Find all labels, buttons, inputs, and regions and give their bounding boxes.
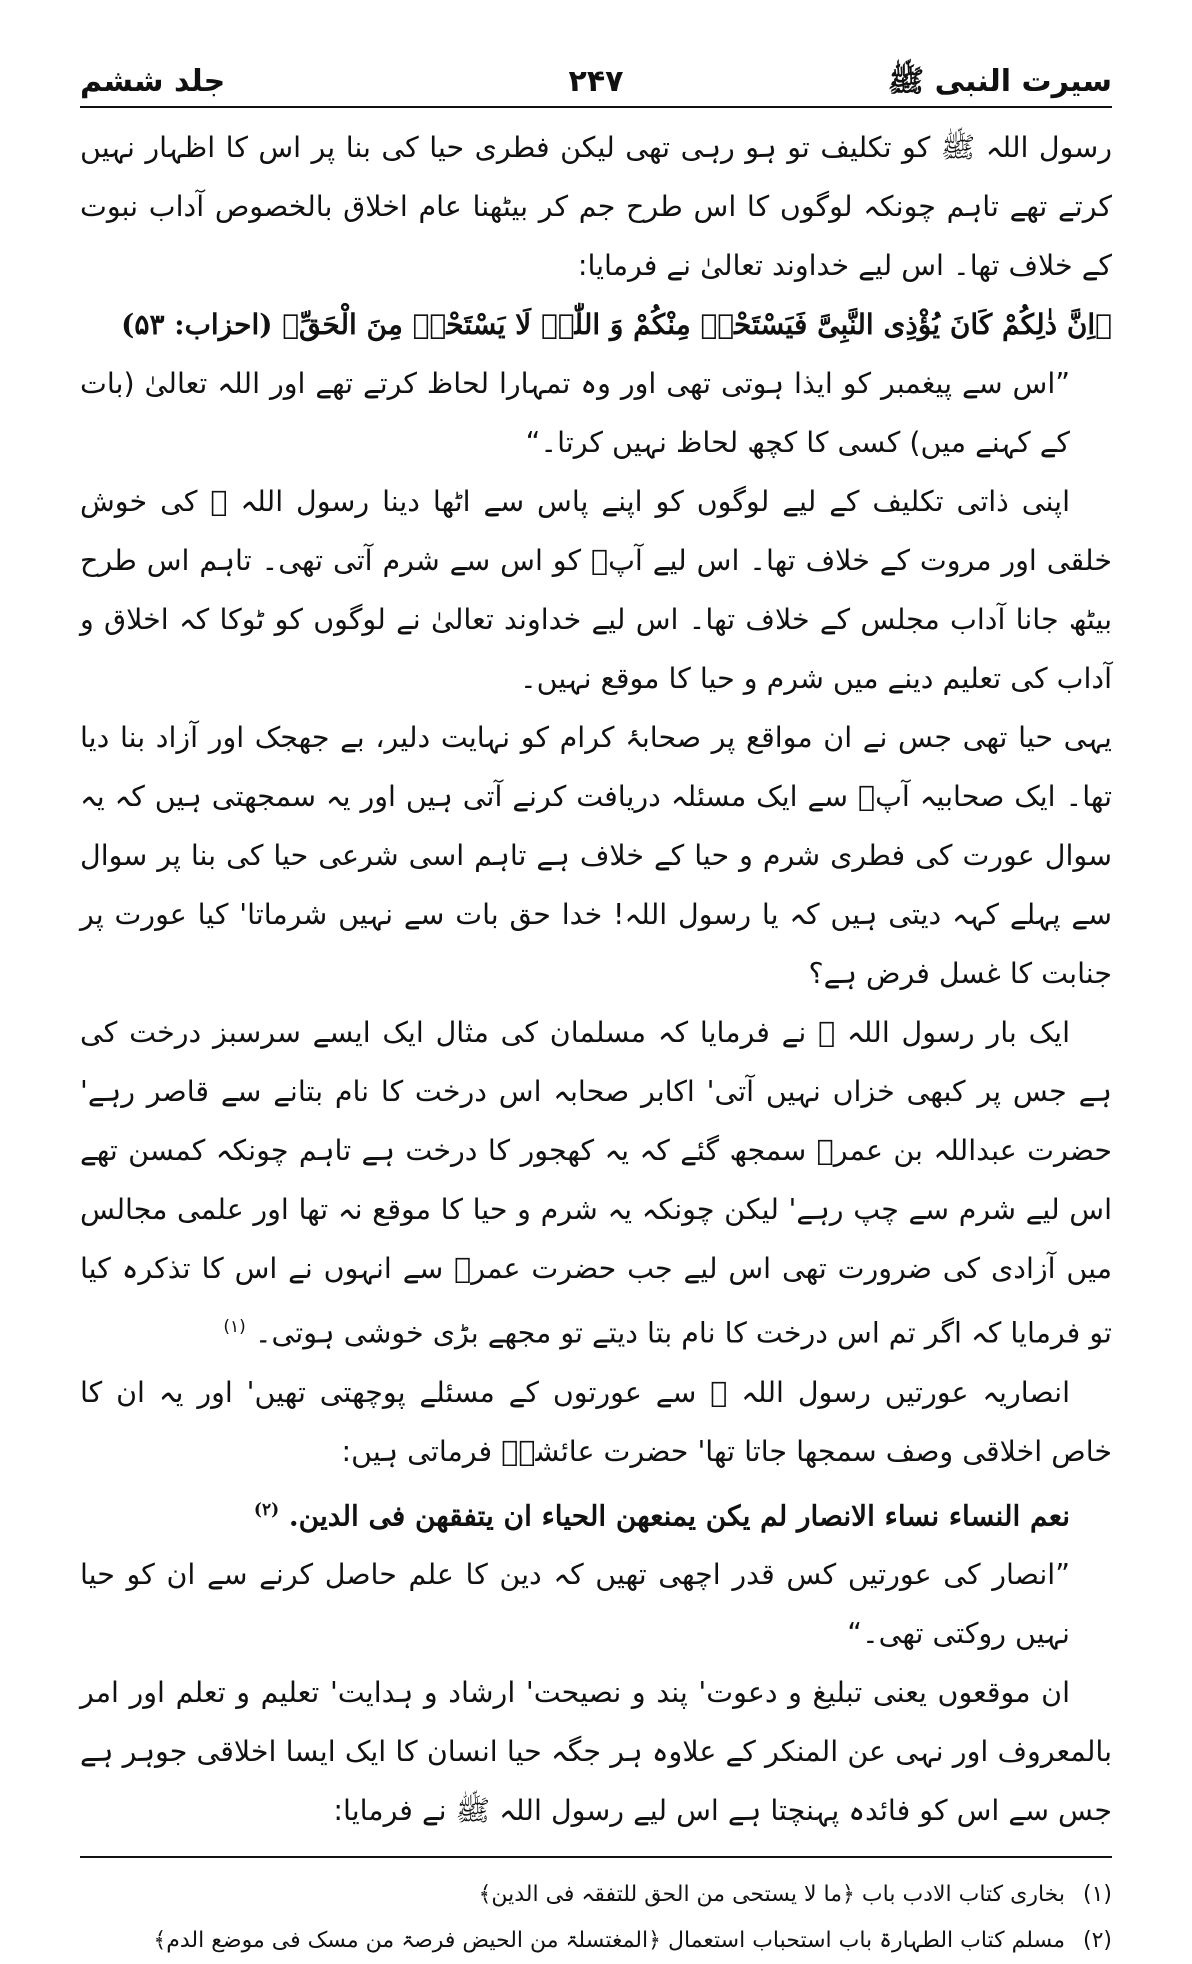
footnote [80, 1872, 1112, 1918]
paragraph: ان موقعوں یعنی تبلیغ و دعوت' پند و نصیحت' ارشاد و ہدایت' تعلیم و تعلم اور امر بالمعروف اور نہی عن المنکر کے علاوہ ہر جگہ حیا انسان کا ایک ایسا اخلاقی جوہر ہے جس سے اس کو فائدہ پہنچتا ہے اس لیے رسول اللہ ﷺ نے فرمایا: [80, 1675, 1112, 1827]
quran-verse: ﴿اِنَّ ذٰلِکُمْ کَانَ یُؤْذِی النَّبِیَّ فَیَسْتَحْیٖ مِنْکُمْ وَ اللّٰہُ لَا یَسْتَحْیٖ مِنَ الْحَقِّ﴾ (احزاب: ۵۳) [121, 308, 1112, 341]
paragraph: یہی حیا تھی جس نے ان مواقع پر صحابۂ کرام کو نہایت دلیر، بے جھجک اور آزاد بنا دیا تھا۔ ایک صحابیہ آپؐ سے ایک مسئلہ دریافت کرنے آتی ہیں اور یہ سمجھتی ہیں کہ یہ سوال عورت کی فطری شرم و حیا کے خلاف ہے تاہم اسی شرعی حیا کی بنا پر سوال سے پہلے کہہ دیتی ہیں کہ یا رسول اللہ! خدا حق بات سے نہیں شرماتا' کیا عورت پر جنابت کا غسل فرض ہے؟ [80, 721, 1112, 990]
hadith-arabic [80, 1481, 1112, 1545]
page-number: ۲۴۷ [568, 64, 624, 99]
footnote-number: (۲) [1082, 1927, 1112, 1953]
hadith-translation: ”انصار کی عورتیں کس قدر اچھی تھیں کہ دین کا علم حاصل کرنے سے ان کو حیا نہیں روکتی تھی۔“ [80, 1557, 1070, 1650]
footnote-separator [80, 1856, 1112, 1858]
volume-label: جلد ششم [80, 64, 226, 99]
footnote-text: بخاری کتاب الادب باب ﴿ما لا یستحی من الحق للتفقہ فی الدین﴾ [478, 1881, 1065, 1907]
verse-translation: ”اس سے پیغمبر کو ایذا ہوتی تھی اور وہ تمہارا لحاظ کرتے تھے اور اللہ تعالیٰ (بات کے کہنے میں) کسی کا کچھ لحاظ نہیں کرتا۔“ [80, 367, 1070, 459]
paragraph [80, 1003, 1112, 1363]
footnote [80, 1918, 1112, 1964]
footnote-ref: (۱) [223, 1317, 246, 1337]
footnote-ref: (۲) [253, 1499, 280, 1520]
footnote-number: (۱) [1082, 1881, 1112, 1907]
paragraph: رسول اللہ ﷺ کو تکلیف تو ہو رہی تھی لیکن فطری حیا کی بنا پر اس کا اظہار نہیں کرتے تھے تاہم چونکہ لوگوں کا اس طرح جم کر بیٹھنا عام اخلاق بالخصوص آداب نبوت کے خلاف تھا۔ اس لیے خداوند تعالیٰ نے فرمایا: [80, 131, 1112, 282]
paragraph: اپنی ذاتی تکلیف کے لیے لوگوں کو اپنے پاس سے اٹھا دینا رسول اللہ ﷺ کی خوش خلقی اور مروت کے خلاف تھا۔ اس لیے آپؐ کو اس سے شرم آتی تھی۔ تاہم اس طرح بیٹھ جانا آداب مجلس کے خلاف تھا۔ اس لیے خداوند تعالیٰ نے لوگوں کو ٹوکا کہ اخلاق و آداب کی تعلیم دینے میں شرم و حیا کا موقع نہیں۔ [80, 485, 1112, 695]
hadith-text: نعم النساء نساء الانصار لم یکن یمنعھن الحیاء ان یتفقھن فی الدین. [288, 1498, 1070, 1532]
page-body [80, 118, 1112, 1840]
footnote-text: مسلم کتاب الطہارۃ باب استحباب استعمال ﴿المغتسلۃ من الحیض فرصۃ من مسک فی موضع الدم﴾ [153, 1927, 1065, 1953]
page-header [80, 62, 1112, 108]
book-title: سیرت النبی ﷺ [887, 64, 1112, 99]
paragraph: انصاریہ عورتیں رسول اللہ ﷺ سے عورتوں کے مسئلے پوچھتی تھیں' اور یہ ان کا خاص اخلاقی وصف سمجھا جاتا تھا' حضرت عائشہؓ فرماتی ہیں: [80, 1375, 1112, 1468]
paragraph-text: ایک بار رسول اللہ ﷺ نے فرمایا کہ مسلمان کی مثال ایک ایسے سرسبز درخت کی ہے جس پر کبھی خزاں نہیں آتی' اکابر صحابہ اس درخت کا نام بتانے سے قاصر رہے' حضرت عبداللہ بن عمرؓ سمجھ گئے کہ یہ کھجور کا درخت ہے تاہم چونکہ کمسن تھے اس لیے شرم سے چپ رہے' لیکن چونکہ یہ شرم و حیا کا موقع نہ تھا اور علمی مجالس میں آزادی کی ضرورت تھی اس لیے جب حضرت عمرؓ سے انہوں نے اس کا تذکرہ کیا تو فرمایا کہ اگر تم اس درخت کا نام بتا دیتے تو مجھے بڑی خوشی ہوتی۔ [80, 1016, 1112, 1350]
footnotes [80, 1872, 1112, 1964]
